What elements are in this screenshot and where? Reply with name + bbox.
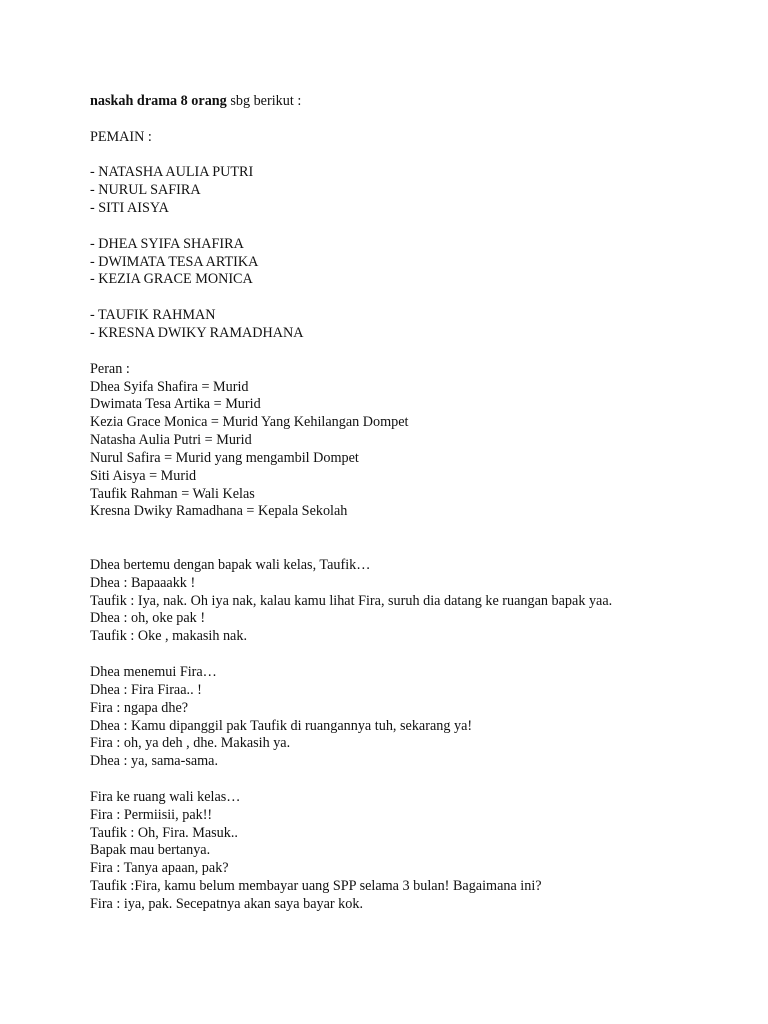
cast-line: - SITI AISYA — [90, 200, 169, 217]
cast-line: - DHEA SYIFA SHAFIRA — [90, 235, 244, 252]
role-line: Dwimata Tesa Artika = Murid — [90, 396, 261, 413]
cast-group-1 — [90, 164, 730, 218]
role-line: Nurul Safira = Murid yang mengambil Dompet — [90, 449, 359, 466]
scene-2 — [90, 664, 730, 771]
cast-line: - NURUL SAFIRA — [90, 182, 201, 199]
cast-line: - KEZIA GRACE MONICA — [90, 271, 253, 288]
heading-bold: naskah drama 8 orang — [90, 93, 227, 109]
role-line: Dhea Syifa Shafira = Murid — [90, 378, 249, 395]
script-line: Dhea : ya, sama-sama. — [90, 753, 219, 770]
cast-line: - KRESNA DWIKY RAMADHANA — [90, 324, 304, 341]
role-line: Taufik Rahman = Wali Kelas — [90, 485, 255, 502]
script-line: Fira ke ruang wali kelas… — [90, 788, 241, 805]
document-heading — [90, 93, 730, 111]
role-line: Siti Aisya = Murid — [90, 467, 197, 484]
script-line: Fira : ngapa dhe? — [90, 699, 189, 716]
role-line: Kresna Dwiky Ramadhana = Kepala Sekolah — [90, 503, 348, 520]
heading-rest: sbg berikut : — [226, 93, 302, 109]
scene-3 — [90, 789, 730, 914]
scene-1 — [90, 557, 730, 646]
cast-line: - NATASHA AULIA PUTRI — [90, 164, 254, 181]
script-line: Fira : Permiisii, pak!! — [90, 806, 213, 823]
cast-group-3 — [90, 307, 730, 343]
script-line: Dhea : oh, oke pak ! — [90, 610, 206, 627]
script-line: Fira : oh, ya deh , dhe. Makasih ya. — [90, 735, 291, 752]
role-list — [90, 379, 730, 522]
script-line: Dhea menemui Fira… — [90, 664, 217, 680]
script-line: Bapak mau bertanya. — [90, 842, 211, 859]
script-line: Taufik : Oke , makasih nak. — [90, 628, 247, 645]
script-line: Taufik : Oh, Fira. Masuk.. — [90, 824, 238, 841]
script-line: Dhea : Kamu dipanggil pak Taufik di ruangannya tuh, sekarang ya! — [90, 717, 473, 734]
pemain-label: PEMAIN : — [90, 128, 152, 145]
script-line: Taufik :Fira, kamu belum membayar uang SPP selama 3 bulan! Bagaimana ini? — [90, 878, 542, 895]
cast-line: - TAUFIK RAHMAN — [90, 307, 216, 324]
script-line: Fira : Tanya apaan, pak? — [90, 860, 229, 877]
script-line: Dhea : Bapaaakk ! — [90, 574, 196, 591]
role-line: Natasha Aulia Putri = Murid — [90, 432, 252, 449]
role-line: Kezia Grace Monica = Murid Yang Kehilangan Dompet — [90, 414, 409, 431]
peran-label: Peran : — [90, 360, 130, 377]
cast-group-2 — [90, 236, 730, 290]
script-line: Taufik : Iya, nak. Oh iya nak, kalau kamu lihat Fira, suruh dia datang ke ruangan bapak yaa. — [90, 592, 613, 609]
script-line: Dhea : Fira Firaa.. ! — [90, 681, 202, 698]
document-body — [90, 93, 730, 914]
script-line: Dhea bertemu dengan bapak wali kelas, Taufik… — [90, 556, 371, 573]
script-line: Fira : iya, pak. Secepatnya akan saya bayar kok. — [90, 895, 364, 912]
cast-line: - DWIMATA TESA ARTIKA — [90, 253, 259, 270]
